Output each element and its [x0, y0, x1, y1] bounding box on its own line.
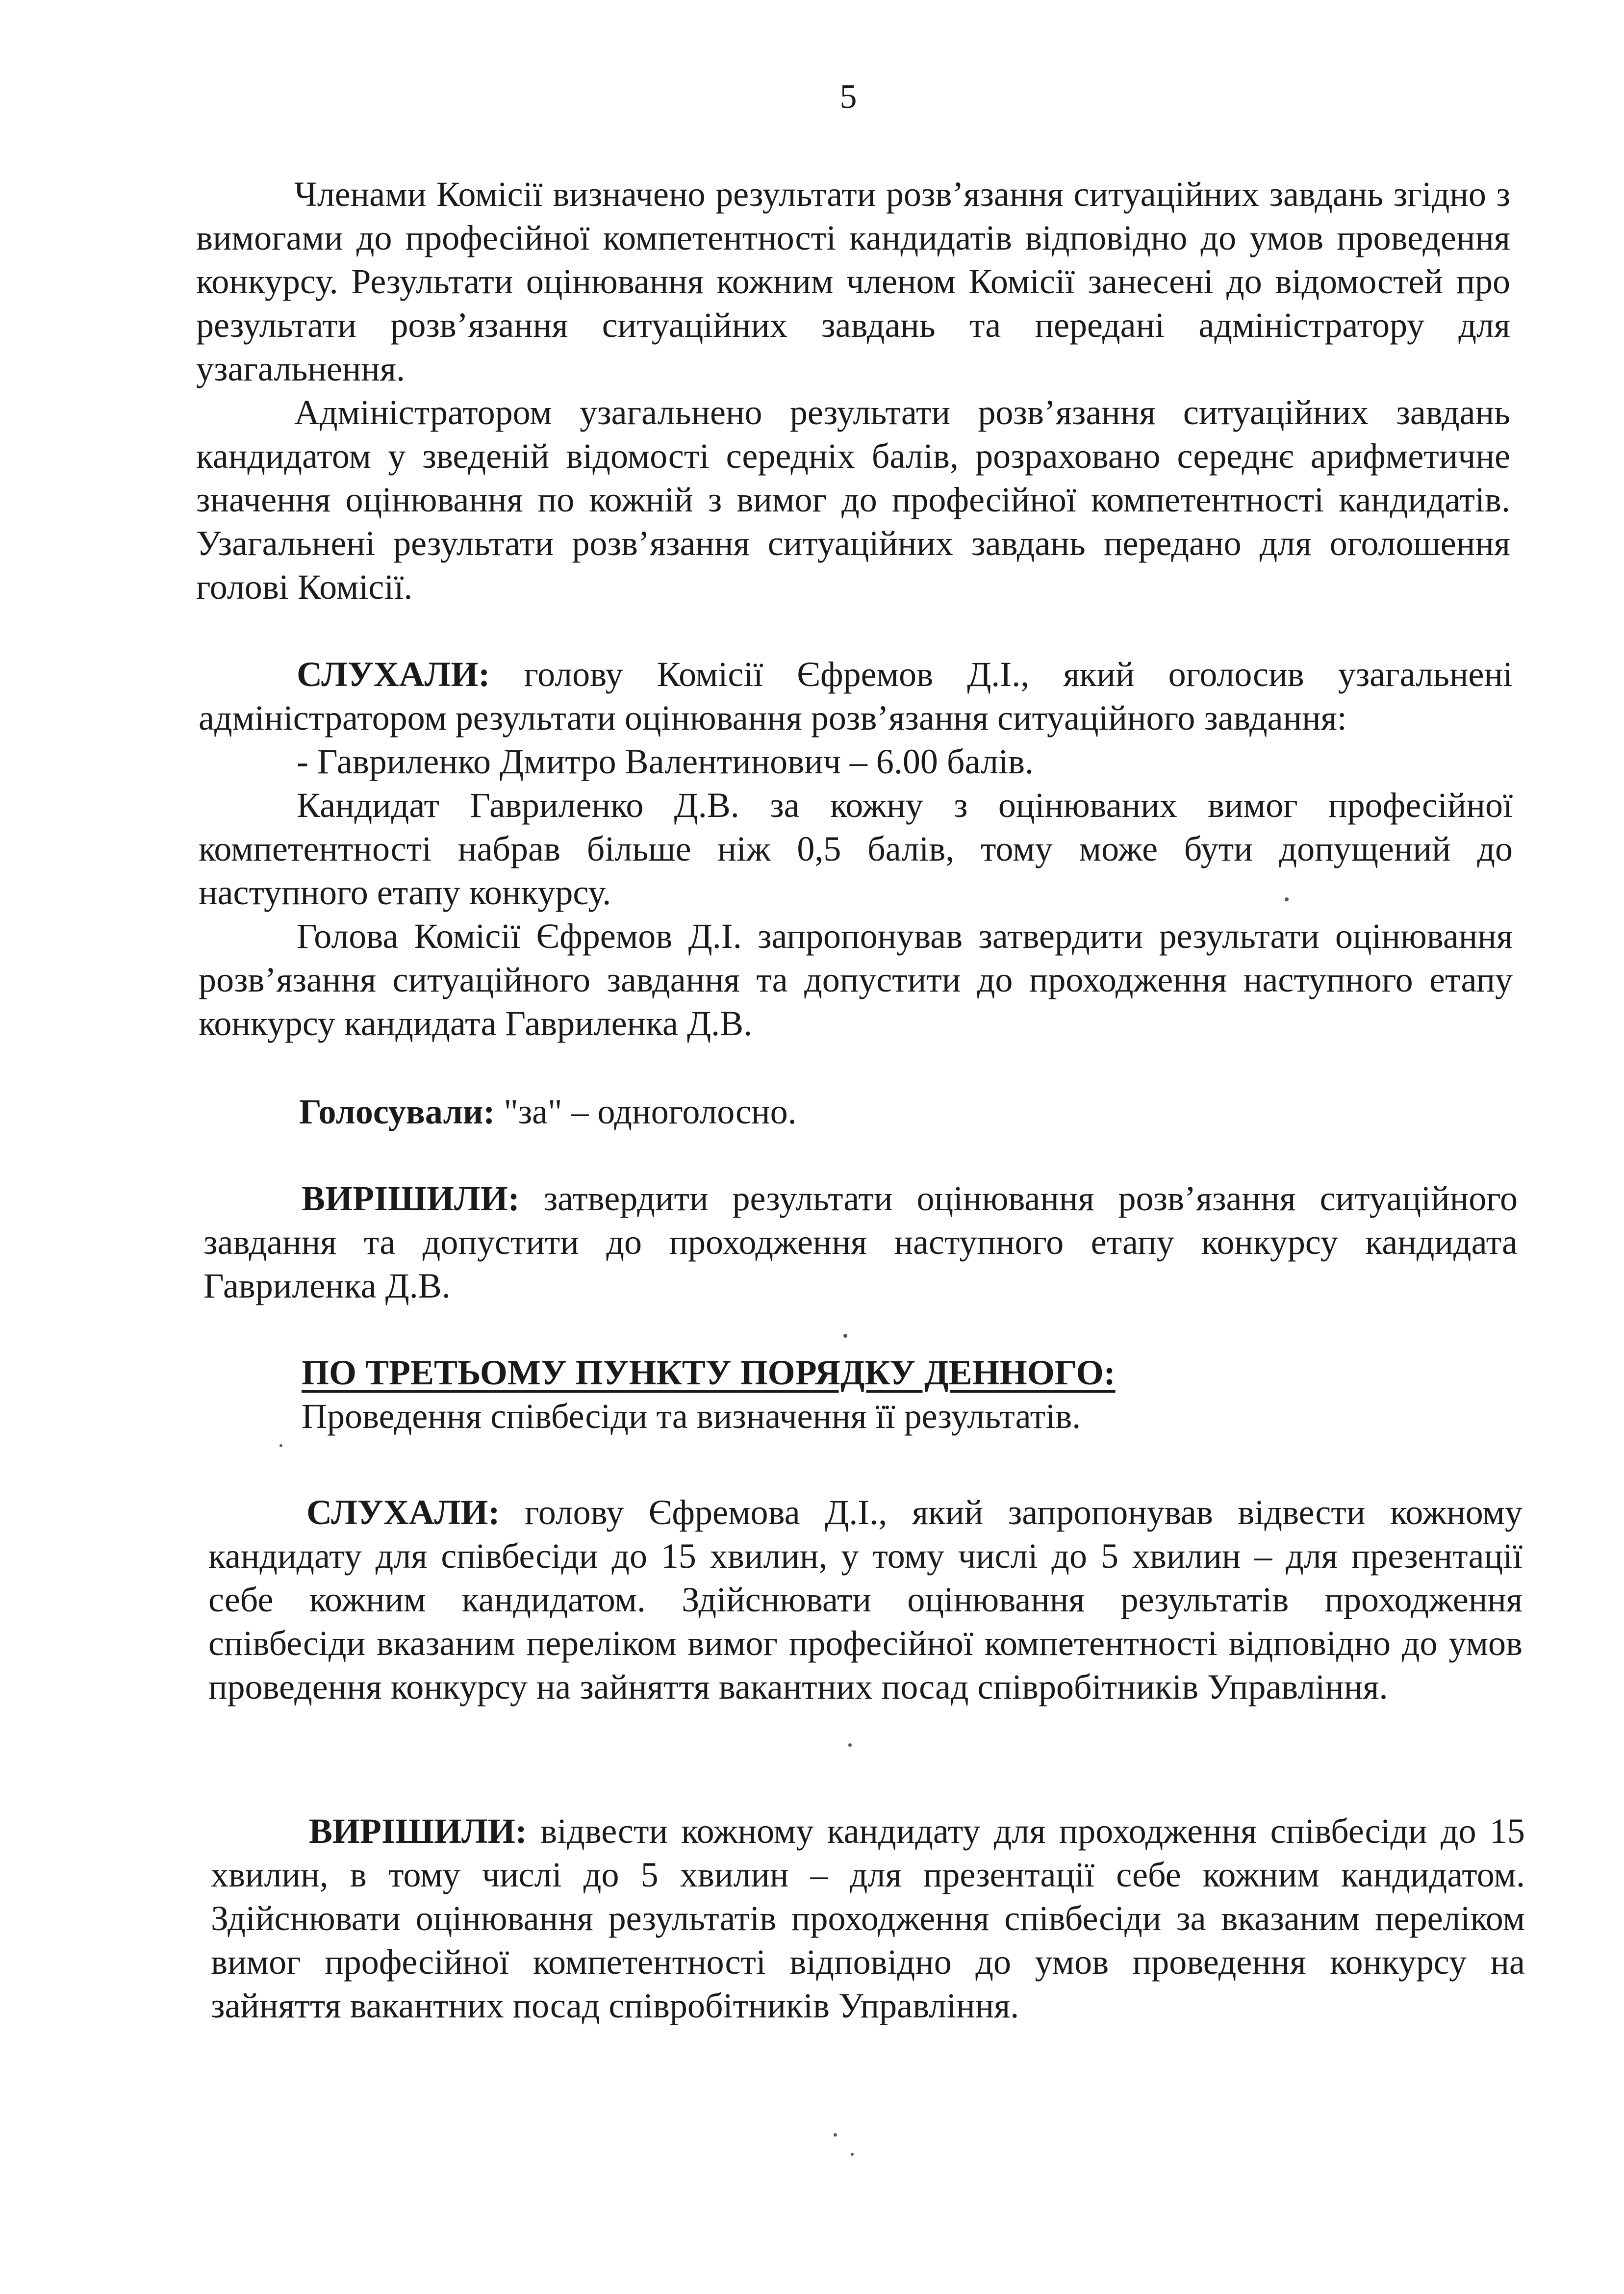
section-heard-chair [199, 653, 1513, 1045]
paragraph-heard [199, 653, 1513, 740]
section-decided-approve [203, 1177, 1518, 1308]
paragraph-members-results: Членами Комісії визначено результати розв’язання ситуаційних завдань згідно з вимогами до професійної компетентності кандидатів відповідно до умов проведення конкурсу. Результати оцінювання кожним членом Комісії занесені до відомостей про результати розв’язання ситуаційних завдань та передані адміністратору для узагальнення. [196, 175, 1510, 388]
section-decided-interview [211, 1810, 1525, 2028]
decided-text: затвердити результати оцінювання розв’язання ситуаційного завдання та допустити до проходження наступного етапу конкурсу кандидата Гавриленка Д.В. [203, 1179, 1518, 1305]
scan-speck [1285, 897, 1289, 901]
voted-label: Голосували: [299, 1092, 495, 1131]
section-results-determination [196, 173, 1510, 609]
decided-label: ВИРІШИЛИ: [302, 1179, 520, 1218]
paragraph-voting [201, 1090, 1515, 1134]
scan-speck [851, 2153, 854, 2156]
scan-speck [834, 2133, 837, 2137]
heard-label: СЛУХАЛИ: [297, 655, 490, 694]
candidate-score-line: - Гавриленко Дмитро Валентинович – 6.00 балів. [297, 742, 1034, 781]
section-heard-interview [208, 1491, 1522, 1709]
section-third-agenda-item [302, 1351, 1478, 1438]
scan-speck [848, 1743, 852, 1747]
paragraph-decided-approve [203, 1177, 1518, 1308]
page-number: 5 [839, 78, 857, 116]
section-voting [201, 1090, 1515, 1134]
paragraph-chair-proposal: Голова Комісії Єфремов Д.І. запропонував затвердити результати оцінювання розв’язання ситуаційного завдання та допустити до проходження наступного етапу конкурсу кандидата Гавриленка Д.В. [199, 917, 1513, 1043]
decided-interview-text: відвести кожному кандидату для проходження співбесіди до 15 хвилин, в тому числі до 5 хвилин – для презентації себе кожним кандидатом. Здійснювати оцінювання результатів проходження співбесіди за вказаним переліком вимог професійної компетентності відповідно до умов проведення конкурсу на зайняття вакантних посад співробітників Управління. [211, 1811, 1525, 2025]
paragraph-candidate-eligible: Кандидат Гавриленко Д.В. за кожну з оцінюваних вимог професійної компетентності набрав більше ніж 0,5 балів, тому може бути допущений до наступного етапу конкурсу. [199, 786, 1513, 912]
agenda-heading: ПО ТРЕТЬОМУ ПУНКТУ ПОРЯДКУ ДЕННОГО: [302, 1353, 1116, 1392]
paragraph-heard-interview [208, 1491, 1522, 1709]
heard-interview-text: голову Єфремова Д.І., який запропонував відвести кожному кандидату для співбесіди до 15 хвилин, у тому числі до 5 хвилин – для презентації себе кожним кандидатом. Здійснювати оцінювання результатів проходження співбесіди вказаним переліком вимог професійної компетентності відповідно до умов проведення конкурсу на зайняття вакантних посад співробітників Управління. [208, 1493, 1522, 1707]
paragraph-administrator-summary: Адміністратором узагальнено результати розв’язання ситуаційних завдань кандидатом у зведеній відомості середніх балів, розраховано середнє арифметичне значення оцінювання по кожній з вимог до професійної компетентності кандидатів. Узагальнені результати розв’язання ситуаційних завдань передано для оголошення голові Комісії. [196, 393, 1510, 607]
voted-text: "за" – одноголосно. [495, 1092, 797, 1131]
heard-interview-label: СЛУХАЛИ: [306, 1493, 500, 1532]
paragraph-decided-interview [211, 1810, 1525, 2028]
heard-text: голову Комісії Єфремов Д.І., який оголосив узагальнені адміністратором результати оцінювання розв’язання ситуаційного завдання: [199, 655, 1513, 738]
agenda-subheading: Проведення співбесіди та визначення її результатів. [302, 1397, 1081, 1436]
decided-interview-label: ВИРІШИЛИ: [309, 1811, 527, 1851]
scan-speck [279, 1444, 282, 1447]
scan-speck [843, 1334, 847, 1338]
